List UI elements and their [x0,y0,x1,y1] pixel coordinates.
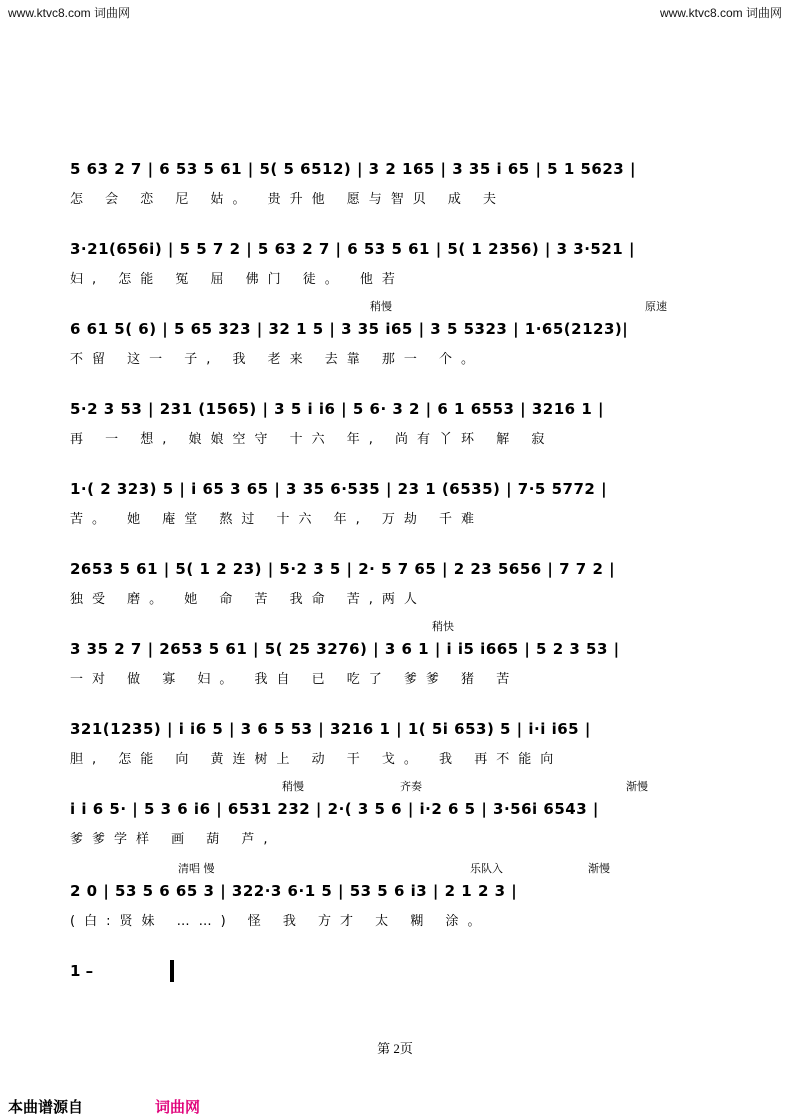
notation: 5 63 2 7 | 6 53 5 61 | 5( 5 6512) | 3 2 165 | 3 35 i 65 | 5 1 5623 | [70,160,636,178]
notation: 1·( 2 323) 5 | i 65 3 65 | 3 35 6·535 | 23 1 (6535) | 7·5 5772 | [70,480,608,498]
header-site-right: www.ktvc8.com 词曲网 [659,6,782,20]
final-barline [170,960,174,982]
lyrics: 胆, 怎能 向 黄连树上 动 干 戈。 我 再不能向 [70,752,563,767]
notation: 3·21(656i) | 5 5 7 2 | 5 63 2 7 | 6 53 5 61 | 5( 1 2356) | 3 3·521 | [70,240,635,258]
lyrics: 再 一 想, 娘娘空守 十六 年, 尚有丫环 解 寂 [70,432,554,447]
notation: 2 0 | 53 5 6 65 3 | 322·3 6·1 5 | 53 5 6 i3 | 2 1 2 3 | [70,882,518,900]
header-site-left: www.ktvc8.com 词曲网 [8,6,131,20]
notation: 2653 5 61 | 5( 1 2 23) | 5·2 3 5 | 2· 5 7 65 | 2 23 5656 | 7 7 2 | [70,560,616,578]
footer-site-name: 词曲网 [155,1098,201,1116]
tempo-mark: 渐慢 [588,862,610,875]
lyrics: 不留 这一 子, 我 老来 去靠 那一 个。 [70,352,484,367]
lyrics: 爹爹学样 画 葫 芦, [70,832,277,847]
lyrics: 独受 磨。 她 命 苦 我命 苦,两人 [70,592,426,607]
lyrics: 怎 会 恋 尼 姑。 贵升他 愿与智贝 成 夫 [70,192,506,207]
notation: i i 6 5· | 5 3 6 i6 | 6531 232 | 2·( 3 5 6 | i·2 6 5 | 3·56i 6543 | [70,800,599,818]
lyrics: 苦。 她 庵堂 熬过 十六 年, 万劫 千难 [70,512,484,527]
notation: 6 61 5( 6) | 5 65 323 | 32 1 5 | 3 35 i65 | 3 5 5323 | 1·65(2123)| [70,320,629,338]
tempo-mark: 渐慢 [626,780,648,793]
tempo-mark: 稍快 [432,620,454,633]
tempo-mark: 齐奏 [400,780,422,793]
tempo-mark: 清唱 慢 [178,862,215,875]
lyrics: (白:贤妹 ……) 怪 我 方才 太 糊 涂。 [70,914,490,929]
notation: 321(1235) | i i6 5 | 3 6 5 53 | 3216 1 | 1( 5i 653) 5 | i·i i65 | [70,720,591,738]
notation: 3 35 2 7 | 2653 5 61 | 5( 25 3276) | 3 6 1 | i i5 i665 | 5 2 3 53 | [70,640,620,658]
lyrics: 妇, 怎能 冤 屈 佛门 徒。 他若 [70,272,404,287]
final-note: 1 – [70,962,94,980]
tempo-mark: 稍慢 [370,300,392,313]
footer-source-label: 本曲谱源自 [8,1098,84,1116]
tempo-mark: 原速 [645,300,667,313]
notation: 5·2 3 53 | 231 (1565) | 3 5 i i6 | 5 6· 3 2 | 6 1 6553 | 3216 1 | [70,400,604,418]
page-number: 第 2页 [377,1041,413,1056]
tempo-mark: 乐队入 [470,862,503,875]
tempo-mark: 稍慢 [282,780,304,793]
lyrics: 一对 做 寡 妇。 我自 已 吃了 爹爹 猪 苦 [70,672,519,687]
